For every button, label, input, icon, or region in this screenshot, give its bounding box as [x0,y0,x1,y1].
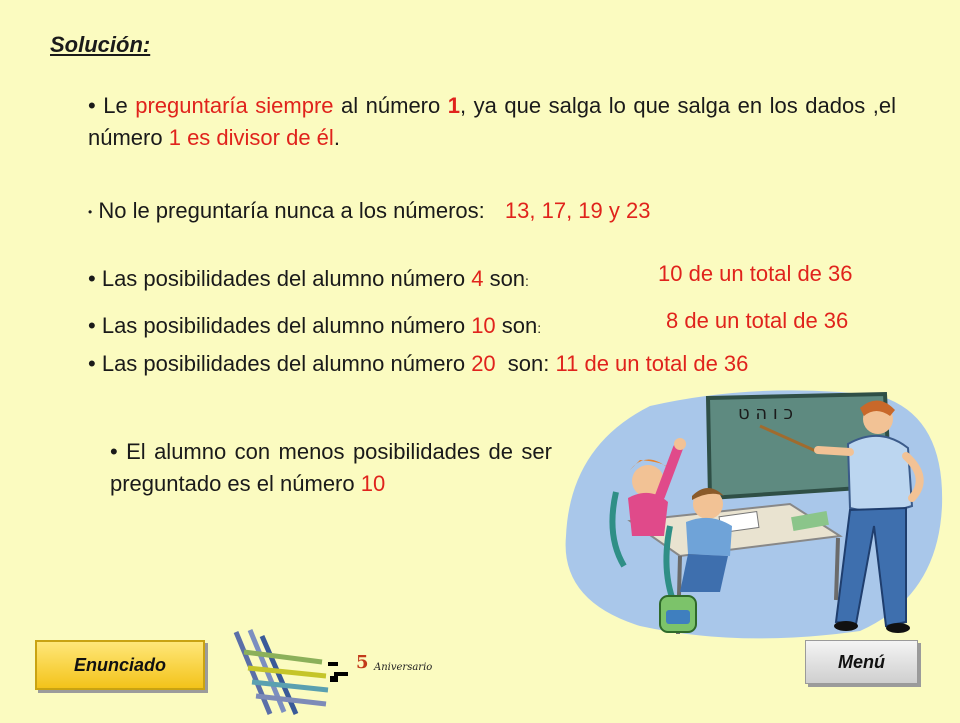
answer-paragraph-6: • El alumno con menos posibilidades de ser preguntado es el número 10 [110,439,552,496]
abacus-icon [236,630,328,714]
svg-text:5: 5 [356,652,369,673]
answer-paragraph-4: • Las posibilidades del alumno número 10 son: [88,313,542,338]
page-title: Solución: [50,32,151,57]
answer-paragraph-3: • Las posibilidades del alumno número 4 son: [88,266,529,291]
answer-paragraph-2: • No le preguntaría nunca a los números: 13, 17, 19 y 23 [88,198,651,223]
result-alumno-10: 8 de un total de 36 [666,308,849,333]
anniversary-logo [226,622,442,718]
board-letters: כ ו ה ט [738,403,794,424]
answer-paragraph-5: • Las posibilidades del alumno número 20 son: 11 de un total de 36 [88,351,749,376]
menu-button[interactable]: Menú [805,640,918,684]
enunciado-button[interactable]: Enunciado [35,640,205,690]
answer-paragraph-1: • Le preguntaría siempre al número 1, ya que salga lo que salga en los dados ,el número 1 es divisor de él. [88,93,896,150]
result-alumno-4: 10 de un total de 36 [658,261,853,286]
classroom-illustration [560,386,952,640]
svg-text:Aniversario: Aniversario [374,662,433,673]
